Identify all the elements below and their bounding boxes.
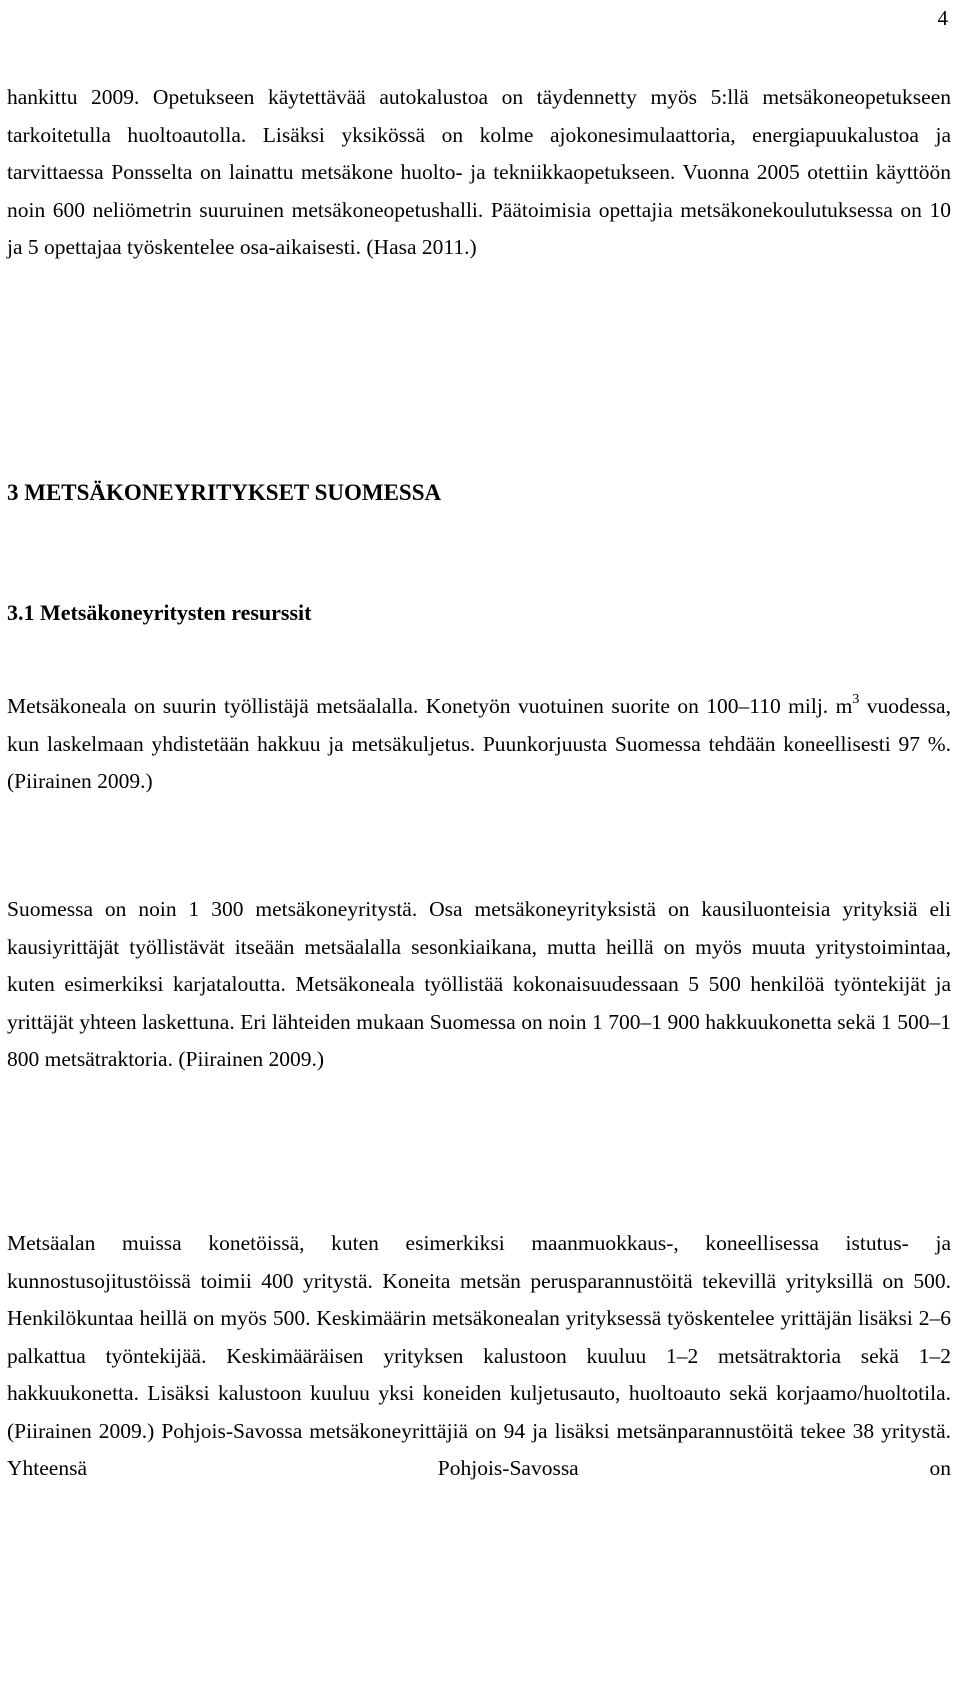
cubic-superscript: 3 [852,692,860,707]
companies-paragraph-block [7,891,951,1079]
resources-text-end: vuodessa, kun laskelmaan yhdistetään hakkuu ja metsäkuljetus. Puunkorjuusta Suomessa tehdään koneellisesti 97 %. (Piirainen 2009.) [7,694,951,793]
intro-paragraph: hankittu 2009. Opetukseen käytettävää autokalustoa on täydennetty myös 5:llä metsäkoneopetukseen tarkoitetulla huoltoautolla. Lisäksi yksikössä on kolme ajokonesimulaattoria, energiapuukalustoa ja tarvittaessa Ponsselta on lainattu metsäkone huolto- ja tekniikkaopetukseen. Vuonna 2005 otettiin käyttöön noin 600 neliömetrin suuruinen metsäkoneopetushalli. Päätoimisia opettajia metsäkonekoulutuksessa on 10 ja 5 opettajaa työskentelee osa-aikaisesti. (Hasa 2011.) [7,85,951,259]
resources-paragraph-block [7,688,951,801]
page-number: 4 [937,6,948,30]
resources-text-start: Metsäkoneala on suurin työllistäjä metsäalalla. Konetyön vuotuinen suorite on 100–110 milj. m [7,694,853,718]
resources-paragraph [7,688,951,801]
companies-paragraph: Suomessa on noin 1 300 metsäkoneyritystä. Osa metsäkoneyrityksistä on kausiluonteisia yrityksiä eli kausiyrittäjät työllistävät itseään metsäalalla sesonkiaikana, mutta heillä on myös muuta yritystoimintaa, kuten esimerkiksi karjataloutta. Metsäkoneala työllistää kokonaisuudessaan 5 500 henkilöä työntekijät ja yrittäjät yhteen laskettuna. Eri lähteiden mukaan Suomessa on noin 1 700–1 900 hakkuukonetta sekä 1 500–1 800 metsätraktoria. (Piirainen 2009.) [7,897,951,1071]
other-work-paragraph: Metsäalan muissa konetöissä, kuten esimerkiksi maanmuokkaus-, koneellisessa istutus- ja kunnostusojitustöissä toimii 400 yritystä. Koneita metsän perusparannustöitä tekevillä yrityksillä on 500. Henkilökuntaa heillä on myös 500. Keskimäärin metsäkonealan yrityksessä työskentelee yrittäjän lisäksi 2–6 palkattua työntekijää. Keskimääräisen yrityksen kalustoon kuuluu 1–2 metsätraktoria sekä 1–2 hakkuukonetta. Lisäksi kalustoon kuuluu yksi koneiden kuljetusauto, huoltoauto sekä korjaamo/huoltotila. (Piirainen 2009.) Pohjois-Savossa metsäkoneyrittäjiä on 94 ja lisäksi metsänparannustöitä tekee 38 yritystä. Yhteensä Pohjois-Savossa on [7,1231,951,1480]
section-heading: 3.1 Metsäkoneyritysten resurssit [7,600,312,625]
chapter-heading: 3 METSÄKONEYRITYKSET SUOMESSA [7,480,442,505]
other-work-paragraph-block [7,1225,951,1488]
intro-paragraph-block [7,79,951,267]
